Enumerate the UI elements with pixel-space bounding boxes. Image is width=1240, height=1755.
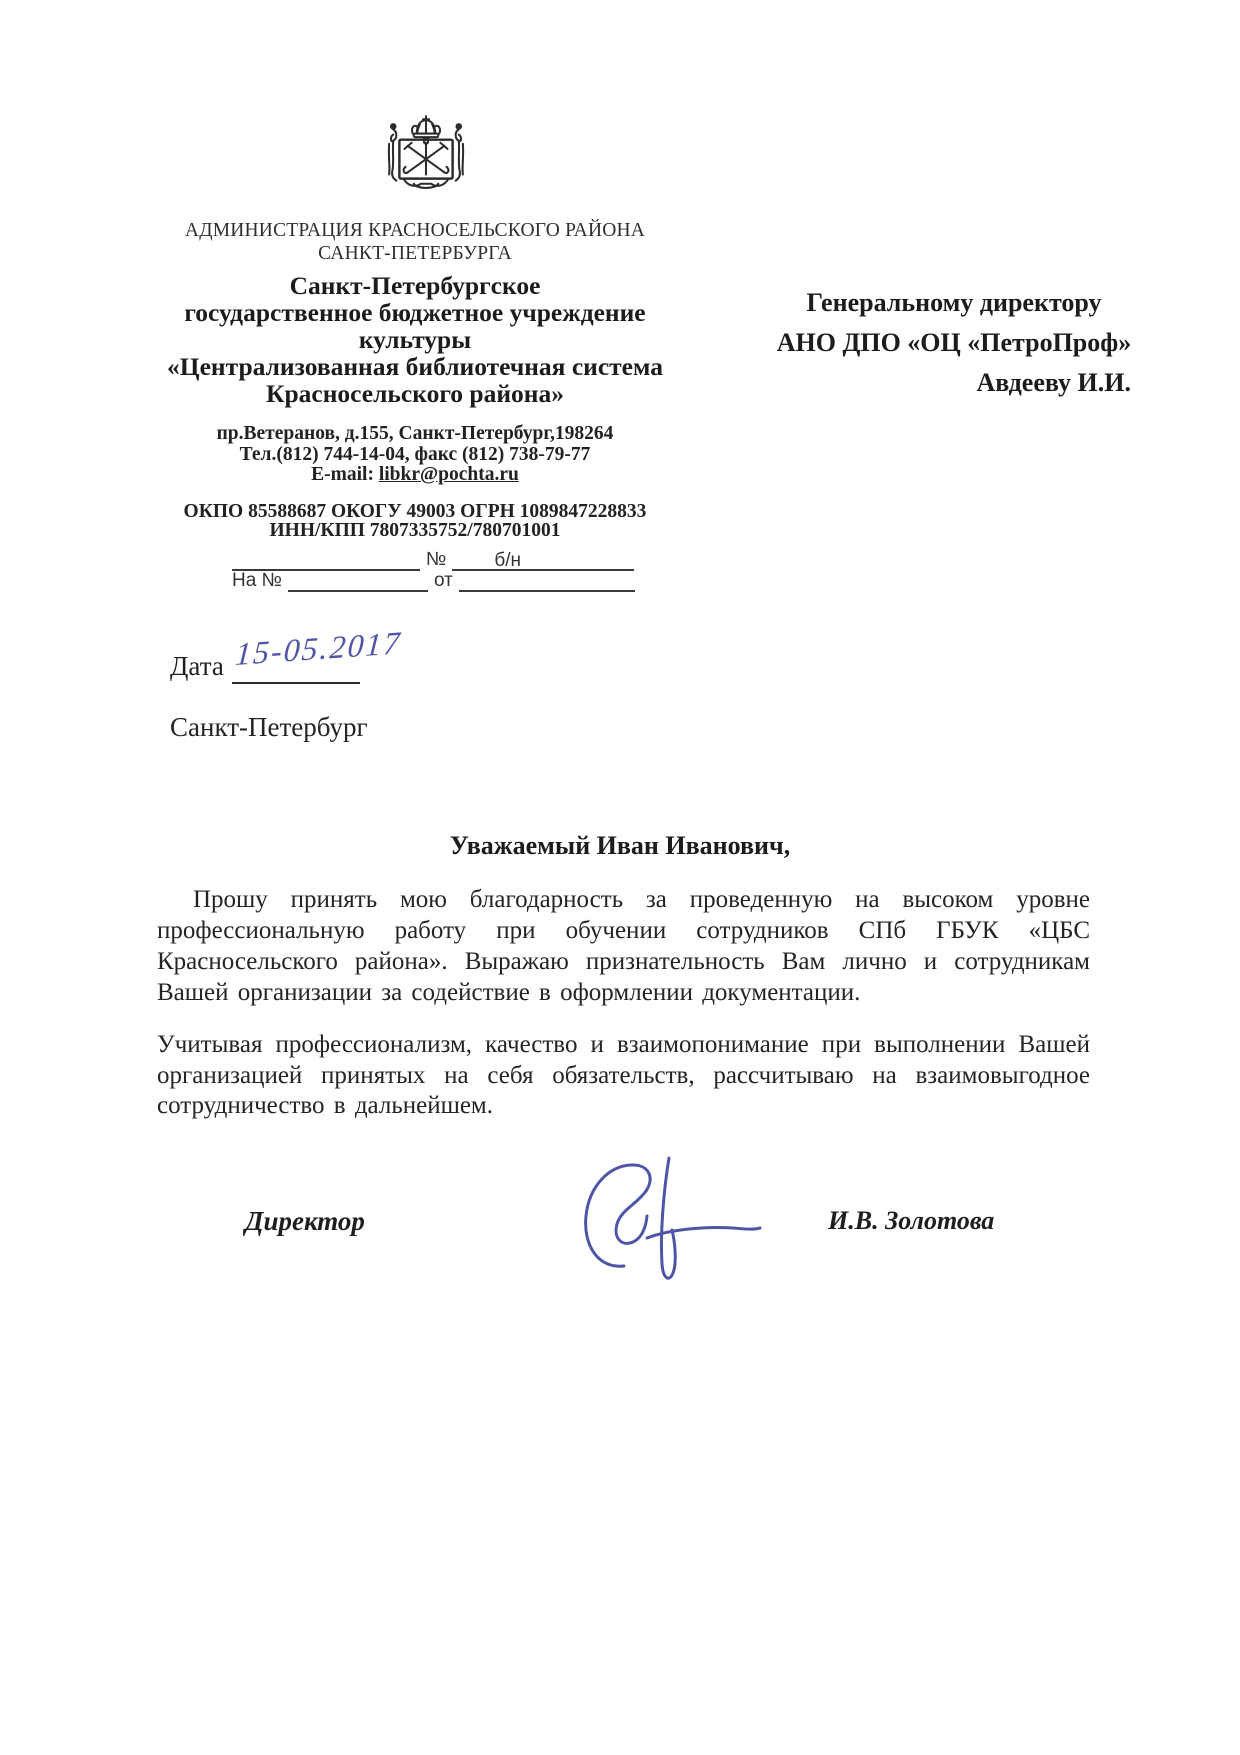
organization-name-line: культуры: [358, 325, 472, 354]
email-label: E-mail:: [311, 464, 374, 485]
registry-codes: [158, 502, 672, 540]
handwritten-signature: [572, 1150, 770, 1284]
addressee-organization: АНО ДПО «ОЦ «ПетроПроф»: [776, 328, 1132, 357]
number-sign-label: №: [426, 549, 447, 570]
number-value-line: [452, 550, 634, 571]
organization-name-line: государственное бюджетное учреждение: [184, 298, 646, 327]
blank-line: [459, 569, 635, 592]
organization-name-line: Санкт-Петербургское: [289, 271, 541, 300]
email-line: [158, 465, 672, 486]
addressee-position: Генеральному директору: [806, 288, 1102, 317]
outgoing-number-row: [232, 548, 634, 570]
number-value: б/н: [494, 550, 522, 571]
body-paragraph: Учитывая профессионализм, качество и взаимопонимание при выполнении Вашей организацией принятых на себя обязательств, рассчитываю на взаимовыгодное сотрудничество в дальнейшем.: [157, 1031, 1090, 1119]
reply-number-row: [232, 569, 635, 591]
addressee-person: Авдееву И.И.: [976, 368, 1131, 397]
saint-petersburg-coat-of-arms-icon: [383, 112, 469, 194]
administration-line: САНКТ-ПЕТЕРБУРГА: [318, 243, 512, 264]
reply-label: На №: [232, 570, 282, 591]
date-label: Дата: [170, 651, 224, 681]
city-line: Санкт-Петербург: [170, 712, 368, 742]
handwritten-date: 15-05.2017: [233, 624, 403, 672]
blank-line: [288, 569, 428, 592]
signer-title: Директор: [245, 1206, 365, 1236]
addressee-block: [775, 283, 1133, 403]
from-label: от: [433, 570, 453, 591]
blank-line: [232, 548, 420, 571]
email-address: libkr@pochta.ru: [378, 464, 519, 485]
signer-name: И.В. Золотова: [828, 1206, 995, 1235]
phone-fax: Тел.(812) 744-14-04, факс (812) 738-79-77: [239, 443, 591, 465]
organization-name: [155, 272, 675, 407]
body-paragraph: Прошу принять мою благодарность за проведенную на высоком уровне профессиональную работу при обучении сотрудников СПб ГБУК «ЦБС Красносельского района». Выражаю признательность Вам лично и сотрудникам Вашей организации за содействие в оформлении документации.: [157, 886, 1090, 1006]
administration-line: АДМИНИСТРАЦИЯ КРАСНОСЕЛЬСКОГО РАЙОНА: [184, 220, 646, 241]
registry-line: ИНН/КПП 7807335752/780701001: [269, 520, 561, 541]
postal-address: пр.Ветеранов, д.155, Санкт-Петербург,198264: [216, 423, 614, 444]
administration-header: [158, 219, 672, 265]
organization-name-line: Красносельского района»: [266, 379, 564, 408]
salutation: Уважаемый Иван Иванович,: [449, 831, 791, 860]
contact-info: [158, 424, 672, 486]
date-row: [170, 624, 403, 684]
organization-name-line: «Централизованная библиотечная система: [167, 352, 663, 381]
date-underline: [232, 624, 403, 684]
registry-line: ОКПО 85588687 ОКОГУ 49003 ОГРН 1089847228833: [183, 501, 647, 522]
